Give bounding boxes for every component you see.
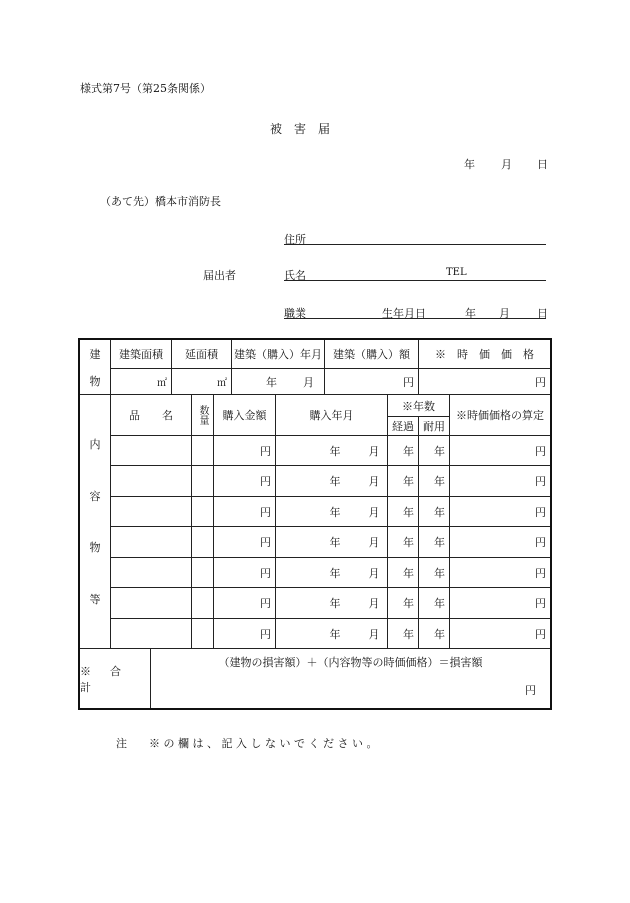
purchase-year-unit: 年	[329, 505, 341, 519]
building-label-2: 物	[89, 375, 101, 388]
item-name-cell[interactable]	[111, 619, 191, 648]
purchase-date-cell[interactable]	[276, 588, 387, 617]
purchase-price-cell[interactable]: 円	[260, 566, 271, 580]
col-item-name: 品 名	[129, 409, 173, 422]
total-label: ※ 合 計	[80, 664, 140, 694]
elapsed-years-cell[interactable]: 年	[403, 566, 414, 580]
quantity-cell[interactable]	[192, 436, 213, 465]
purchase-price-cell[interactable]: 円	[260, 474, 271, 488]
birth-year: 年	[465, 307, 476, 320]
purchase-month-unit: 月	[368, 474, 380, 488]
elapsed-years-cell[interactable]: 年	[403, 444, 414, 458]
name-label: 氏名	[284, 269, 306, 282]
col-quantity: 数量	[197, 405, 208, 425]
quantity-cell[interactable]	[192, 466, 213, 495]
purchase-month-unit: 月	[368, 505, 380, 519]
elapsed-years-cell[interactable]: 年	[403, 535, 414, 549]
col-value-calc: ※時価価格の算定	[456, 409, 544, 422]
item-name-cell[interactable]	[111, 558, 191, 587]
item-name-cell[interactable]	[111, 588, 191, 617]
purchase-price-cell[interactable]: 円	[260, 505, 271, 519]
contents-label-4: 等	[89, 592, 101, 606]
value-calc-cell[interactable]: 円	[535, 474, 546, 488]
purchase-price-cell[interactable]: 円	[260, 596, 271, 610]
purchase-year-unit: 年	[329, 566, 341, 580]
value-calc-cell[interactable]: 円	[535, 505, 546, 519]
address-field[interactable]	[284, 244, 546, 245]
occupation-field[interactable]	[284, 318, 546, 319]
col-elapsed: 経過	[392, 420, 414, 433]
tel-label: TEL	[446, 267, 467, 278]
useful-life-cell[interactable]: 年	[434, 566, 445, 580]
item-name-cell[interactable]	[111, 497, 191, 526]
building-area-unit[interactable]: ㎡	[157, 378, 167, 389]
elapsed-years-cell[interactable]: 年	[403, 505, 414, 519]
purchase-date-cell[interactable]	[276, 558, 387, 587]
building-label-1: 建	[89, 348, 101, 361]
purchase-month-unit: 月	[368, 566, 380, 580]
birth-month: 月	[499, 307, 510, 320]
date-month: 月	[501, 158, 512, 171]
quantity-cell[interactable]	[192, 497, 213, 526]
value-calc-cell[interactable]: 円	[535, 596, 546, 610]
name-field[interactable]	[284, 280, 546, 281]
useful-life-cell[interactable]: 年	[434, 535, 445, 549]
value-calc-cell[interactable]: 円	[535, 444, 546, 458]
purchase-year-unit: 年	[329, 596, 341, 610]
damage-report-table	[78, 338, 552, 710]
col-purchase-price: 購入金額	[222, 409, 267, 422]
quantity-cell[interactable]	[192, 527, 213, 556]
col-built-date: 建築（購入）年月	[234, 348, 322, 361]
col-useful-life: 耐用	[423, 420, 445, 433]
item-name-cell[interactable]	[111, 527, 191, 556]
quantity-cell[interactable]	[192, 588, 213, 617]
purchase-date-cell[interactable]	[276, 619, 387, 648]
purchase-month-unit: 月	[368, 627, 380, 641]
purchase-date-cell[interactable]	[276, 527, 387, 556]
built-cost-field[interactable]: 円	[403, 375, 414, 389]
form-number: 様式第7号（第25条関係）	[80, 82, 211, 95]
purchase-year-unit: 年	[329, 444, 341, 458]
quantity-cell[interactable]	[192, 619, 213, 648]
useful-life-cell[interactable]: 年	[434, 596, 445, 610]
contents-label-3: 物	[89, 540, 101, 554]
elapsed-years-cell[interactable]: 年	[403, 474, 414, 488]
quantity-cell[interactable]	[192, 558, 213, 587]
addressee: （あて先）橋本市消防長	[100, 195, 221, 208]
floor-area-unit[interactable]: ㎡	[217, 378, 227, 389]
useful-life-cell[interactable]: 年	[434, 627, 445, 641]
col-purchase-date: 購入年月	[309, 409, 354, 422]
purchase-date-cell[interactable]	[276, 436, 387, 465]
useful-life-cell[interactable]: 年	[434, 444, 445, 458]
useful-life-cell[interactable]: 年	[434, 474, 445, 488]
elapsed-years-cell[interactable]: 年	[403, 627, 414, 641]
page-title: 被 害 届	[270, 122, 331, 136]
item-name-cell[interactable]	[111, 436, 191, 465]
purchase-year-unit: 年	[329, 627, 341, 641]
useful-life-cell[interactable]: 年	[434, 505, 445, 519]
purchase-date-cell[interactable]	[276, 466, 387, 495]
purchase-price-cell[interactable]: 円	[260, 627, 271, 641]
total-formula: （建物の損害額）＋（内容物等の時価価格）＝損害額	[218, 656, 483, 669]
value-calc-cell[interactable]: 円	[535, 627, 546, 641]
col-built-cost: 建築（購入）額	[333, 348, 410, 361]
birth-day: 日	[537, 307, 548, 320]
purchase-year-unit: 年	[329, 535, 341, 549]
purchase-date-cell[interactable]	[276, 497, 387, 526]
value-calc-cell[interactable]: 円	[535, 535, 546, 549]
item-name-cell[interactable]	[111, 466, 191, 495]
value-calc-cell[interactable]: 円	[535, 566, 546, 580]
purchase-month-unit: 月	[368, 535, 380, 549]
purchase-year-unit: 年	[329, 474, 341, 488]
purchase-price-cell[interactable]: 円	[260, 535, 271, 549]
col-building-area: 建築面積	[119, 348, 163, 361]
purchase-price-cell[interactable]: 円	[260, 444, 271, 458]
purchase-month-unit: 月	[368, 444, 380, 458]
col-market-value: ※ 時 価 価 格	[435, 348, 534, 361]
date-year: 年	[464, 158, 475, 171]
built-date-field[interactable]	[232, 369, 324, 394]
market-value-field[interactable]: 円	[535, 375, 546, 389]
date-day: 日	[537, 158, 548, 171]
address-label: 住所	[284, 233, 306, 246]
contents-label-2: 容	[89, 489, 101, 503]
contents-label-1: 内	[89, 437, 101, 451]
occupation-label: 職業	[284, 307, 306, 320]
col-years: ※年数	[402, 399, 435, 413]
applicant-label: 届出者	[203, 269, 236, 282]
elapsed-years-cell[interactable]: 年	[403, 596, 414, 610]
purchase-month-unit: 月	[368, 596, 380, 610]
footnote: 注 ※ の 欄 は 、 記 入 し な い で く だ さ い 。	[116, 737, 378, 750]
col-floor-area: 延面積	[185, 348, 218, 361]
built-month-unit: 月	[303, 375, 314, 389]
birthdate-label: 生年月日	[382, 307, 426, 320]
built-year-unit: 年	[266, 375, 277, 389]
total-amount-field[interactable]: 円	[525, 684, 536, 697]
